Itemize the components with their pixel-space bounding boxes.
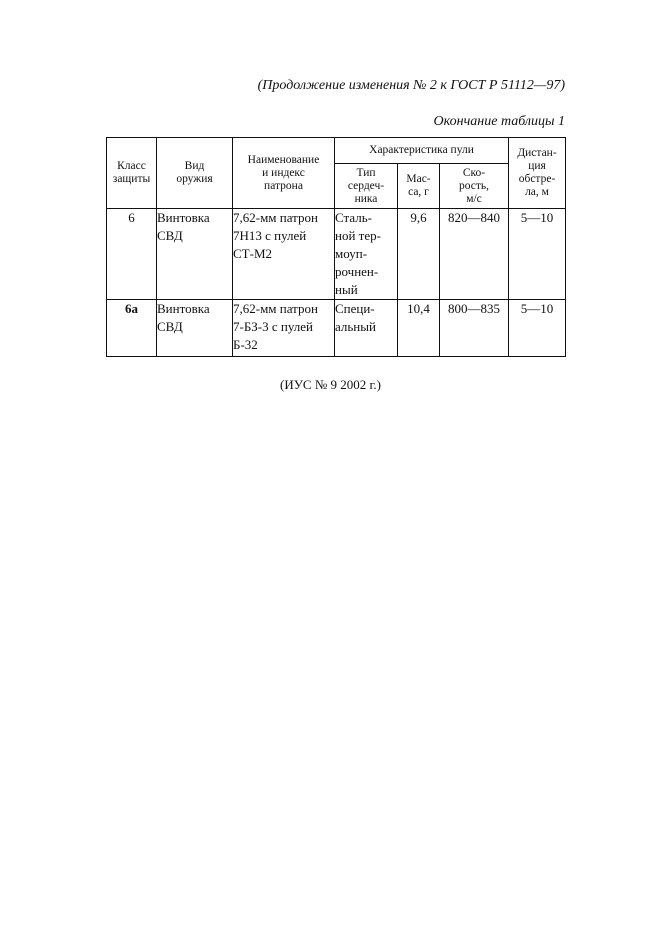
cell-speed: 820—840	[440, 209, 509, 300]
header-bullet-characteristics: Характеристика пули	[335, 138, 509, 164]
cell-weapon: Винтовка СВД	[157, 209, 233, 300]
cell-speed: 800—835	[440, 300, 509, 357]
cell-cartridge: 7,62-мм патрон 7-БЗ-3 с пулей Б-32	[233, 300, 335, 357]
cell-class: 6а	[107, 300, 157, 357]
cell-weapon: Винтовка СВД	[157, 300, 233, 357]
table-row	[107, 300, 566, 357]
header-class: Класс защиты	[107, 138, 157, 209]
cell-mass: 10,4	[398, 300, 440, 357]
cell-class: 6	[107, 209, 157, 300]
header-weapon: Вид оружия	[157, 138, 233, 209]
header-distance: Дистан- ция обстре- ла, м	[509, 138, 566, 209]
cell-distance: 5—10	[509, 300, 566, 357]
cell-mass: 9,6	[398, 209, 440, 300]
cell-distance: 5—10	[509, 209, 566, 300]
header-core-type: Тип сердеч- ника	[335, 164, 398, 209]
table-row	[107, 209, 566, 300]
footer-note: (ИУС № 9 2002 г.)	[280, 377, 381, 392]
bullet-resistance-table	[106, 137, 566, 357]
cell-core-type: Специ- альный	[335, 300, 398, 357]
header-cartridge: Наименование и индекс патрона	[233, 138, 335, 209]
header-speed: Ско- рость, м/с	[440, 164, 509, 209]
cell-core-type: Сталь- ной тер- моуп- рочнен- ный	[335, 209, 398, 300]
table-caption: Окончание таблицы 1	[433, 114, 565, 129]
document-header: (Продолжение изменения № 2 к ГОСТ Р 51112—97)	[257, 78, 565, 93]
cell-cartridge: 7,62-мм патрон 7Н13 с пулей СТ-М2	[233, 209, 335, 300]
header-mass: Мас- са, г	[398, 164, 440, 209]
